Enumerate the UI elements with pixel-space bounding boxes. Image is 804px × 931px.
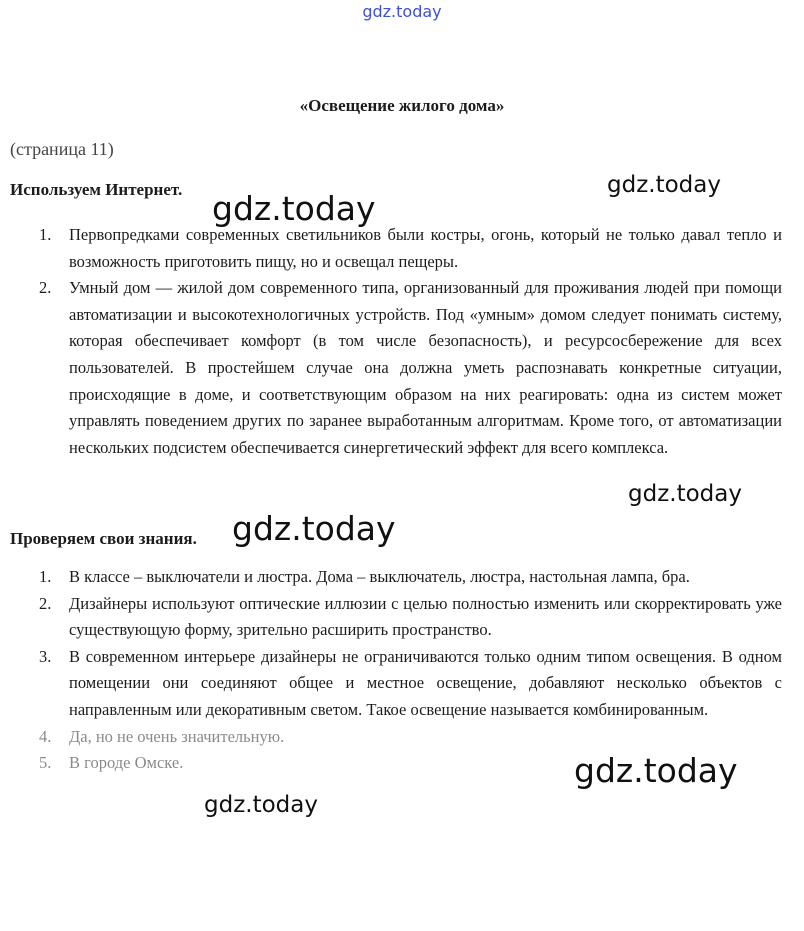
watermark-overlay: gdz.today <box>212 189 376 228</box>
watermark-overlay: gdz.today <box>574 751 738 790</box>
watermark-overlay: gdz.today <box>204 792 318 818</box>
watermark-overlay: gdz.today <box>628 481 742 507</box>
item-text: Первопредками современных светильников были костры, огонь, который не только давал тепло и возможность приготовить пищу, но и освещал пещеры. <box>69 225 782 271</box>
list-item <box>0 564 804 591</box>
item-text: Да, но не очень значительную. <box>69 726 285 746</box>
section-heading-knowledge: Проверяем свои знания. <box>10 529 197 548</box>
item-text: В городе Омске. <box>69 753 184 773</box>
watermark-overlay: gdz.today <box>607 172 721 198</box>
internet-answers-list <box>0 222 804 461</box>
watermark-top: gdz.today <box>362 2 442 21</box>
knowledge-answers-list <box>0 564 804 777</box>
item-text: Умный дом — жилой дом современного типа, организованный для проживания людей при помощи автоматизации и высокотехнологичных устройств. Под «умным» домом следует понимать систему, которая обеспечивает комфорт (в том числе безопасность), и ресурсосбережение для всех пользователей. В простейшем случае она должна уметь распознавать конкретные ситуации, происходящие в доме, и соответствующим образом на них реагировать: одна из систем может управлять поведением других по заранее выработанным алгоритмам. Кроме того, от автоматизации нескольких подсистем обеспечивается синергетический эффект для всего комплекса. <box>69 278 782 457</box>
item-number: 1. <box>39 225 52 244</box>
list-item <box>0 644 804 724</box>
watermark-overlay: gdz.today <box>232 509 396 548</box>
item-text: Дизайнеры используют оптические иллюзии с целью полностью изменить или скорректировать уже существующую форму, зрительно расширить пространство. <box>69 593 782 640</box>
item-number: 2. <box>39 278 52 298</box>
list-item <box>0 222 804 275</box>
list-item <box>0 591 804 644</box>
item-number: 2. <box>39 593 52 613</box>
item-text: В классе – выключатели и люстра. Дома – выключатель, люстра, настольная лампа, бра. <box>69 567 690 586</box>
item-text: В современном интерьере дизайнеры не ограничиваются только одним типом освещения. В одном помещении они соединяют общее и местное освещение, добавляют несколько объектов с направленным или декоративным светом. Такое освещение называется комбинированным. <box>69 646 782 719</box>
item-number: 4. <box>39 726 52 746</box>
item-number: 5. <box>39 753 52 773</box>
list-item <box>0 724 804 751</box>
item-number: 1. <box>39 567 52 586</box>
list-item <box>0 275 804 461</box>
document-title: «Освещение жилого дома» <box>299 96 505 115</box>
page-reference: (страница 11) <box>10 139 114 159</box>
section-heading-internet: Используем Интернет. <box>10 180 183 199</box>
item-number: 3. <box>39 646 52 666</box>
